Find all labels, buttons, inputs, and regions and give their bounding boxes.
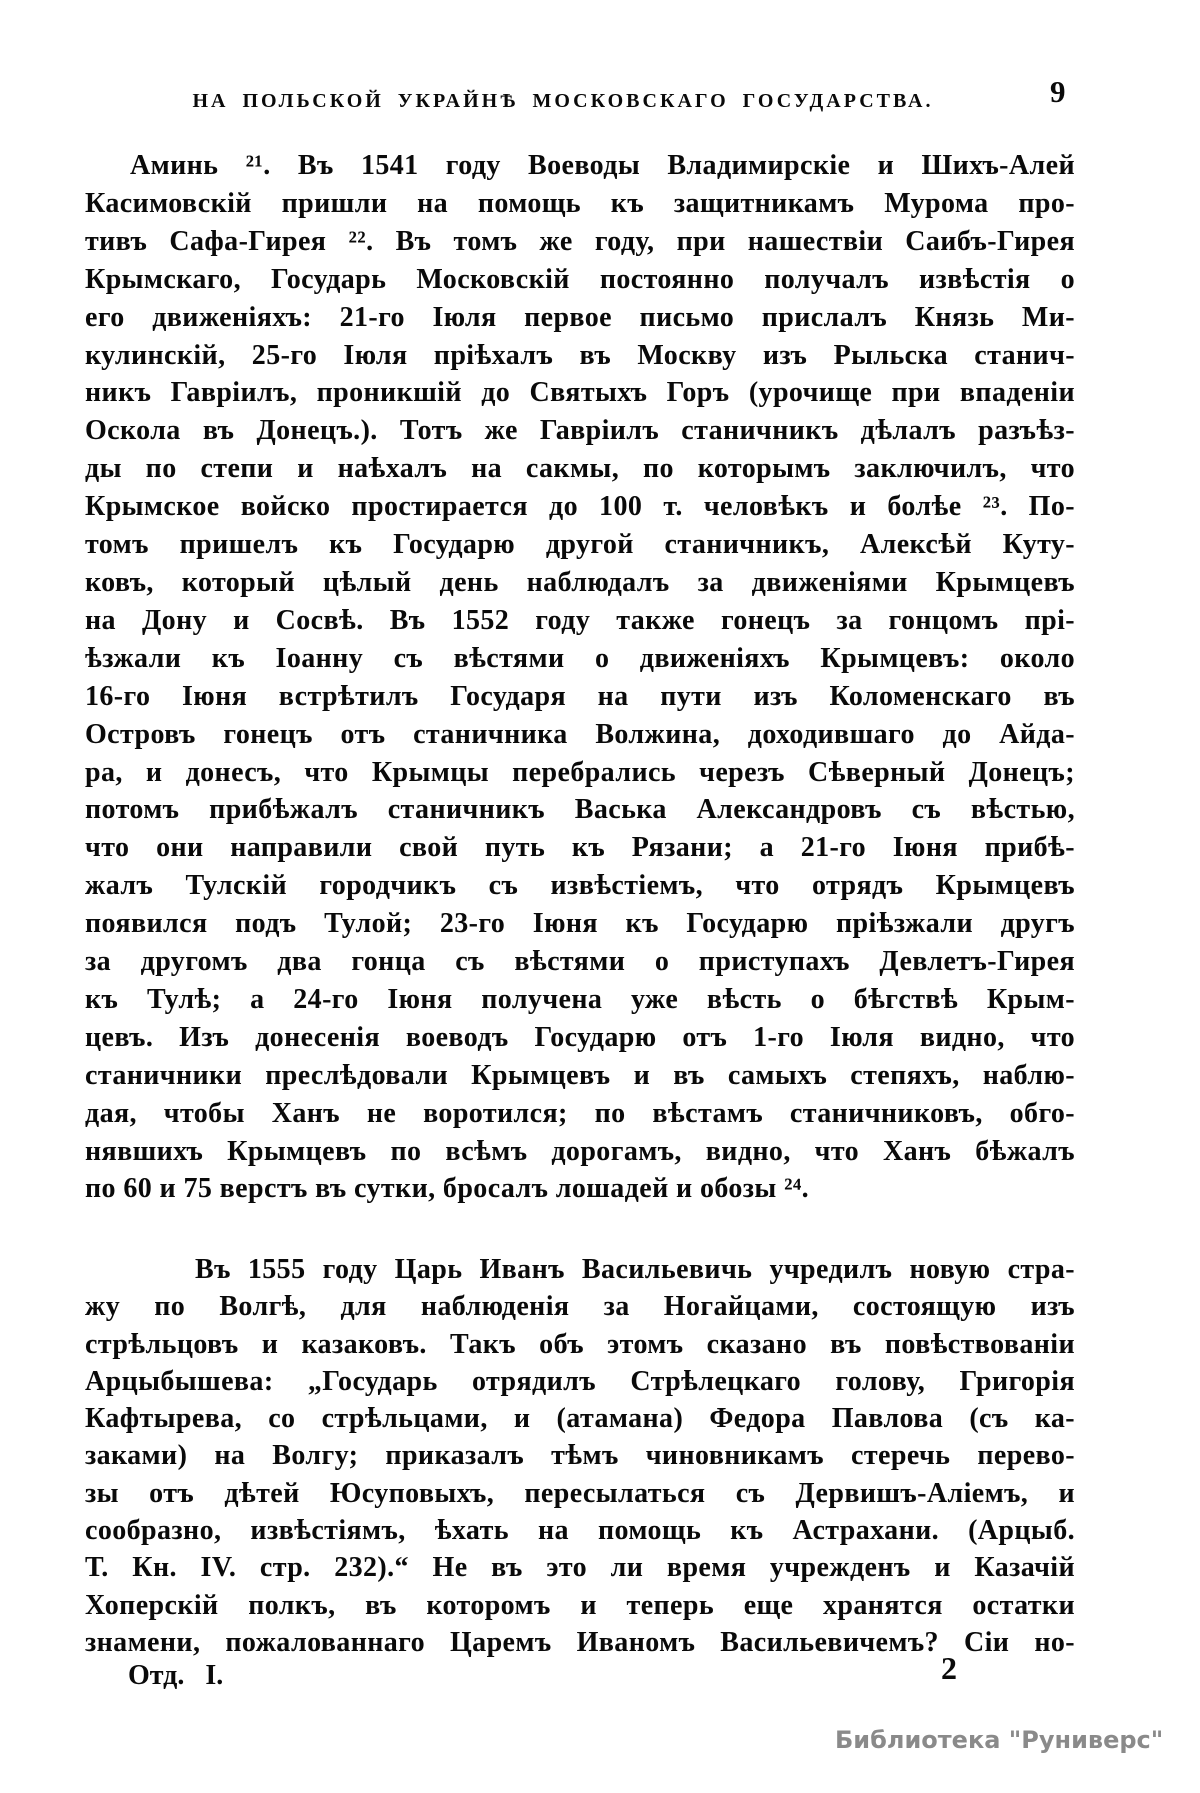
running-header-title: НА ПОЛЬСКОЙ УКРАЙНѢ МОСКОВСКАГО ГОСУДАРСТВА. — [192, 90, 934, 112]
text-line: потомъ прибѣжалъ станичникъ Васька Александровъ съ вѣстью, — [85, 794, 1075, 826]
text-line: за другомъ два гонца съ вѣстями о приступахъ Девлетъ-Гирея — [85, 946, 1075, 978]
text-line: на Дону и Сосвѣ. Въ 1552 году также гонецъ за гонцомъ прі- — [85, 604, 1075, 636]
text-line: зы отъ дѣтей Юсуповыхъ, пересылаться съ Дервишъ-Аліемъ, и — [85, 1477, 1075, 1509]
section-signature: Отд. I. — [128, 1660, 224, 1691]
paragraph-1 — [85, 147, 1075, 1208]
text-line: никъ Гавріилъ, проникшій до Святыхъ Горъ (урочище при впаденіи — [85, 377, 1075, 409]
sheet-number: 2 — [941, 1650, 957, 1686]
text-line: кулинскій, 25-го Іюля пріѣхалъ въ Москву изъ Рыльска станич- — [85, 339, 1075, 371]
text-line: Въ 1555 году Царь Иванъ Васильевичь учредилъ новую стра- — [195, 1254, 1075, 1285]
text-line: стрѣльцовъ и казаковъ. Такъ объ этомъ сказано въ повѣствованіи — [85, 1328, 1075, 1360]
text-line: Оскола въ Донецъ.). Тотъ же Гавріилъ станичникъ дѣлалъ разъѣз- — [85, 415, 1075, 447]
paragraph-2 — [85, 1251, 1075, 1661]
text-line: по 60 и 75 верстъ въ сутки, бросалъ лошадей и обозы ²⁴. — [85, 1173, 810, 1205]
text-line: Т. Кн. IV. стр. 232).“ Не въ это ли время учрежденъ и Казачій — [85, 1552, 1075, 1584]
text-line: Аминь ²¹. Въ 1541 году Воеводы Владимирскіе и Шихъ-Алей — [130, 150, 1075, 181]
text-line: тивъ Сафа-Гирея ²². Въ томъ же году, при нашествіи Саибъ-Гирея — [85, 225, 1075, 257]
text-line: Касимовскій пришли на помощь къ защитникамъ Мурома про- — [85, 187, 1075, 219]
text-line: жу по Волгѣ, для наблюденія за Ногайцами, состоящую изъ — [85, 1291, 1075, 1323]
library-watermark: Библиотека "Руниверс" — [835, 1726, 1164, 1754]
text-line: Хоперскій полкъ, въ которомъ и теперь еще хранятся остатки — [85, 1589, 1075, 1621]
text-line: Островъ гонецъ отъ станичника Волжина, доходившаго до Айда- — [85, 718, 1075, 750]
text-line: дая, чтобы Ханъ не воротился; по вѣстамъ станичниковъ, обго- — [85, 1097, 1075, 1129]
text-line: ковъ, который цѣлый день наблюдалъ за движеніями Крымцевъ — [85, 566, 1075, 598]
text-line: Арцыбышева: „Государь отрядилъ Стрѣлецкаго голову, Григорія — [85, 1365, 1075, 1397]
text-line: ра, и донесъ, что Крымцы перебрались черезъ Сѣверный Донецъ; — [85, 756, 1075, 788]
text-line: Кафтырева, со стрѣльцами, и (атамана) Федора Павлова (съ ка- — [85, 1403, 1075, 1435]
text-line: его движеніяхъ: 21-го Іюля первое письмо прислалъ Князь Ми- — [85, 301, 1075, 333]
text-line: нявшихъ Крымцевъ по всѣмъ дорогамъ, видно, что Ханъ бѣжалъ — [85, 1135, 1075, 1167]
text-line: къ Тулѣ; а 24-го Іюня получена уже вѣсть о бѣгствѣ Крым- — [85, 983, 1075, 1015]
text-line: Крымское войско простирается до 100 т. человѣкъ и болѣе ²³. По- — [85, 491, 1075, 523]
text-line: жалъ Тулскій городчикъ съ извѣстіемъ, что отрядъ Крымцевъ — [85, 870, 1075, 902]
text-line: томъ пришелъ къ Государю другой станичникъ, Алексѣй Куту- — [85, 529, 1075, 561]
text-line: что они направили свой путь къ Рязани; а 21-го Іюня прибѣ- — [85, 832, 1075, 864]
text-line: Крымскаго, Государь Московскій постоянно получалъ извѣстія о — [85, 263, 1075, 295]
text-line: заками) на Волгу; приказалъ тѣмъ чиновникамъ стеречь перево- — [85, 1440, 1075, 1472]
text-line: станичники преслѣдовали Крымцевъ и въ самыхъ степяхъ, наблю- — [85, 1059, 1075, 1091]
text-line: 16-го Іюня встрѣтилъ Государя на пути изъ Коломенскаго въ — [85, 680, 1075, 712]
page-number: 9 — [1050, 74, 1066, 109]
text-line: сообразно, извѣстіямъ, ѣхать на помощь къ Астрахани. (Арцыб. — [85, 1515, 1075, 1547]
text-line: знамени, пожалованнаго Царемъ Иваномъ Васильевичемъ? Сіи но- — [85, 1626, 1075, 1658]
text-line: ды по степи и наѣхалъ на сакмы, по которымъ заключилъ, что — [85, 453, 1075, 485]
text-line: ѣзжали къ Іоанну съ вѣстями о движеніяхъ Крымцевъ: около — [85, 642, 1075, 674]
text-line: появился подъ Тулой; 23-го Іюня къ Государю пріѣзжали другъ — [85, 908, 1075, 940]
text-line: цевъ. Изъ донесенія воеводъ Государю отъ 1-го Іюля видно, что — [85, 1021, 1075, 1053]
